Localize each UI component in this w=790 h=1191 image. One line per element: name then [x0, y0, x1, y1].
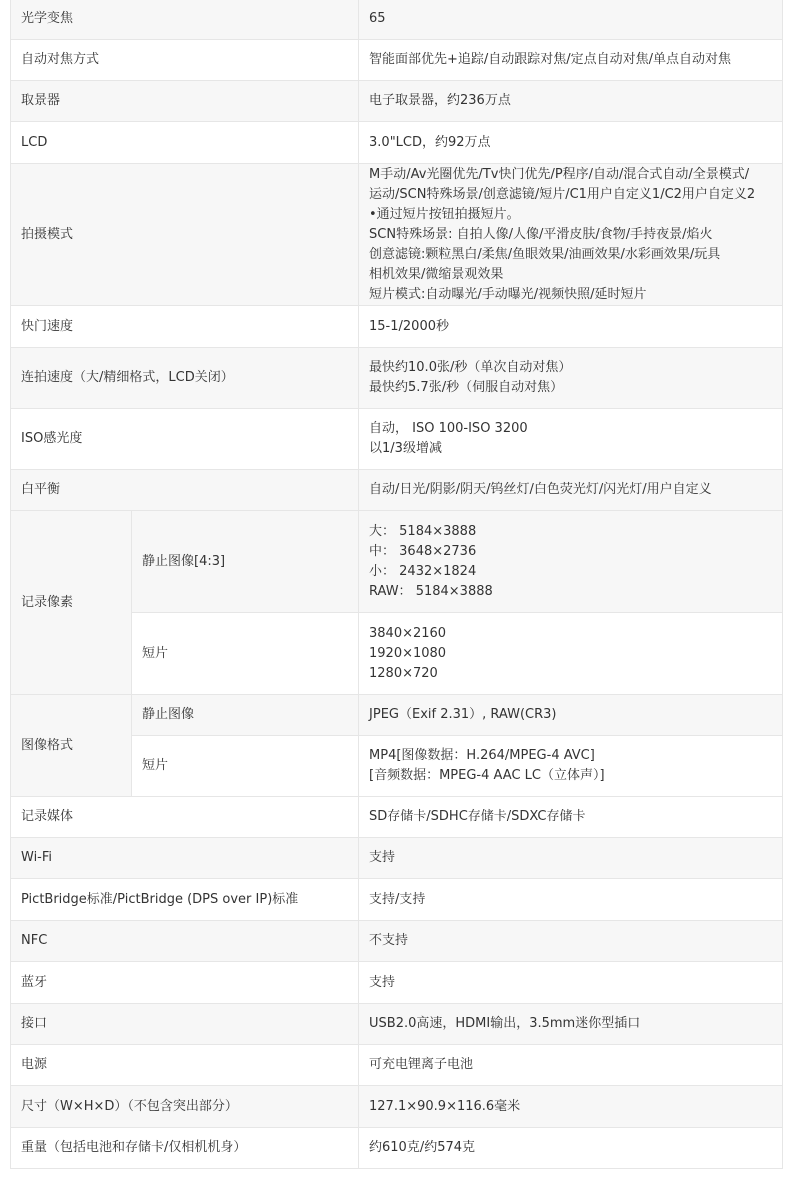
spec-label: 快门速度: [11, 306, 359, 348]
spec-sublabel: 短片: [132, 736, 359, 797]
spec-value: 支持: [359, 838, 783, 879]
spec-value: [359, 348, 783, 409]
table-row: [11, 1004, 783, 1045]
spec-sublabel: 静止图像[4:3]: [132, 511, 359, 613]
spec-label: 取景器: [11, 81, 359, 122]
table-row: [11, 838, 783, 879]
value-line: 最快约10.0张/秒（单次自动对焦）: [369, 360, 572, 375]
value-line: •通过短片按钮拍摄短片。: [369, 206, 520, 222]
spec-value: [359, 164, 783, 306]
table-row: [11, 122, 783, 164]
spec-label: 尺寸（W×H×D）（不包含突出部分）: [11, 1086, 359, 1128]
spec-label: 接口: [11, 1004, 359, 1045]
spec-label: NFC: [11, 921, 359, 962]
spec-label: 记录媒体: [11, 797, 359, 838]
spec-value: 支持/支持: [359, 879, 783, 921]
value-line: 1920×1080: [369, 645, 447, 661]
spec-value: [359, 409, 783, 470]
value-line: 创意滤镜:颗粒黑白/柔焦/鱼眼效果/油画效果/水彩画效果/玩具: [369, 246, 721, 262]
spec-value: [359, 736, 783, 797]
value-line: 自动， ISO 100-ISO 3200: [369, 421, 528, 436]
table-row: [11, 695, 783, 736]
value-line: 以1/3级增减: [369, 441, 442, 456]
value-line: JPEG（Exif 2.31）, RAW(CR3): [369, 707, 557, 722]
spec-label: PictBridge标准/PictBridge (DPS over IP)标准: [11, 879, 359, 921]
spec-value: USB2.0高速，HDMI输出，3.5mm迷你型插口: [359, 1004, 783, 1045]
table-row: [11, 40, 783, 81]
table-row: [11, 797, 783, 838]
spec-table: [10, 0, 783, 1169]
spec-value: [359, 511, 783, 613]
table-row: [11, 921, 783, 962]
spec-value: [359, 613, 783, 695]
spec-label: 白平衡: [11, 470, 359, 511]
spec-label: 拍摄模式: [11, 164, 359, 306]
spec-value: 智能面部优先+追踪/自动跟踪对焦/定点自动对焦/单点自动对焦: [359, 40, 783, 81]
value-line: 最快约5.7张/秒（伺服自动对焦）: [369, 380, 564, 395]
spec-label: 蓝牙: [11, 962, 359, 1004]
spec-value: 3.0"LCD，约92万点: [359, 122, 783, 164]
table-row: [11, 81, 783, 122]
value-line: M手动/Av光圈优先/Tv快门优先/P程序/自动/混合式自动/全景模式/: [369, 166, 750, 182]
spec-label: 自动对焦方式: [11, 40, 359, 81]
spec-sublabel: 静止图像: [132, 695, 359, 736]
table-row: [11, 409, 783, 470]
value-line: 1280×720: [369, 665, 438, 681]
spec-label: LCD: [11, 122, 359, 164]
spec-label: 光学变焦: [11, 0, 359, 40]
value-line: 中： 3648×2736: [369, 543, 477, 559]
spec-label: 重量（包括电池和存储卡/仅相机机身）: [11, 1128, 359, 1169]
table-row: [11, 306, 783, 348]
spec-value: 自动/日光/阴影/阴天/钨丝灯/白色荧光灯/闪光灯/用户自定义: [359, 470, 783, 511]
spec-sublabel: 短片: [132, 613, 359, 695]
table-row: [11, 962, 783, 1004]
spec-value: SD存储卡/SDHC存储卡/SDXC存储卡: [359, 797, 783, 838]
spec-label: 记录像素: [11, 511, 132, 695]
table-row: [11, 470, 783, 511]
spec-value: 不支持: [359, 921, 783, 962]
value-line: MP4[图像数据：H.264/MPEG-4 AVC]: [369, 748, 595, 763]
spec-value: 127.1×90.9×116.6毫米: [359, 1086, 783, 1128]
spec-label: 电源: [11, 1045, 359, 1086]
spec-label: ISO感光度: [11, 409, 359, 470]
value-line: 大： 5184×3888: [369, 523, 477, 539]
table-row: [11, 1086, 783, 1128]
table-row: [11, 1045, 783, 1086]
value-line: 运动/SCN特殊场景/创意滤镜/短片/C1用户自定义1/C2用户自定义2: [369, 186, 756, 202]
table-row: [11, 348, 783, 409]
value-line: 相机效果/微缩景观效果: [369, 266, 504, 282]
value-line: 3840×2160: [369, 625, 447, 641]
spec-value: 15-1/2000秒: [359, 306, 783, 348]
spec-label: Wi-Fi: [11, 838, 359, 879]
value-line: 短片模式:自动曝光/手动曝光/视频快照/延时短片: [369, 286, 647, 302]
spec-value: 可充电锂离子电池: [359, 1045, 783, 1086]
table-row: [11, 0, 783, 40]
spec-value: 65: [359, 0, 783, 40]
table-row: [11, 879, 783, 921]
spec-label: 图像格式: [11, 695, 132, 797]
table-row: [11, 511, 783, 613]
table-row: [11, 164, 783, 306]
spec-value: 电子取景器，约236万点: [359, 81, 783, 122]
value-line: RAW： 5184×3888: [369, 583, 493, 599]
table-row: [11, 1128, 783, 1169]
value-line: [音频数据：MPEG-4 AAC LC（立体声）]: [369, 768, 605, 783]
value-line: 小： 2432×1824: [369, 563, 477, 579]
value-line: SCN特殊场景: 自拍人像/人像/平滑皮肤/食物/手持夜景/焰火: [369, 226, 713, 242]
spec-value: 约610克/约574克: [359, 1128, 783, 1169]
spec-value: 支持: [359, 962, 783, 1004]
spec-value: [359, 695, 783, 736]
spec-label: 连拍速度（大/精细格式，LCD关闭）: [11, 348, 359, 409]
